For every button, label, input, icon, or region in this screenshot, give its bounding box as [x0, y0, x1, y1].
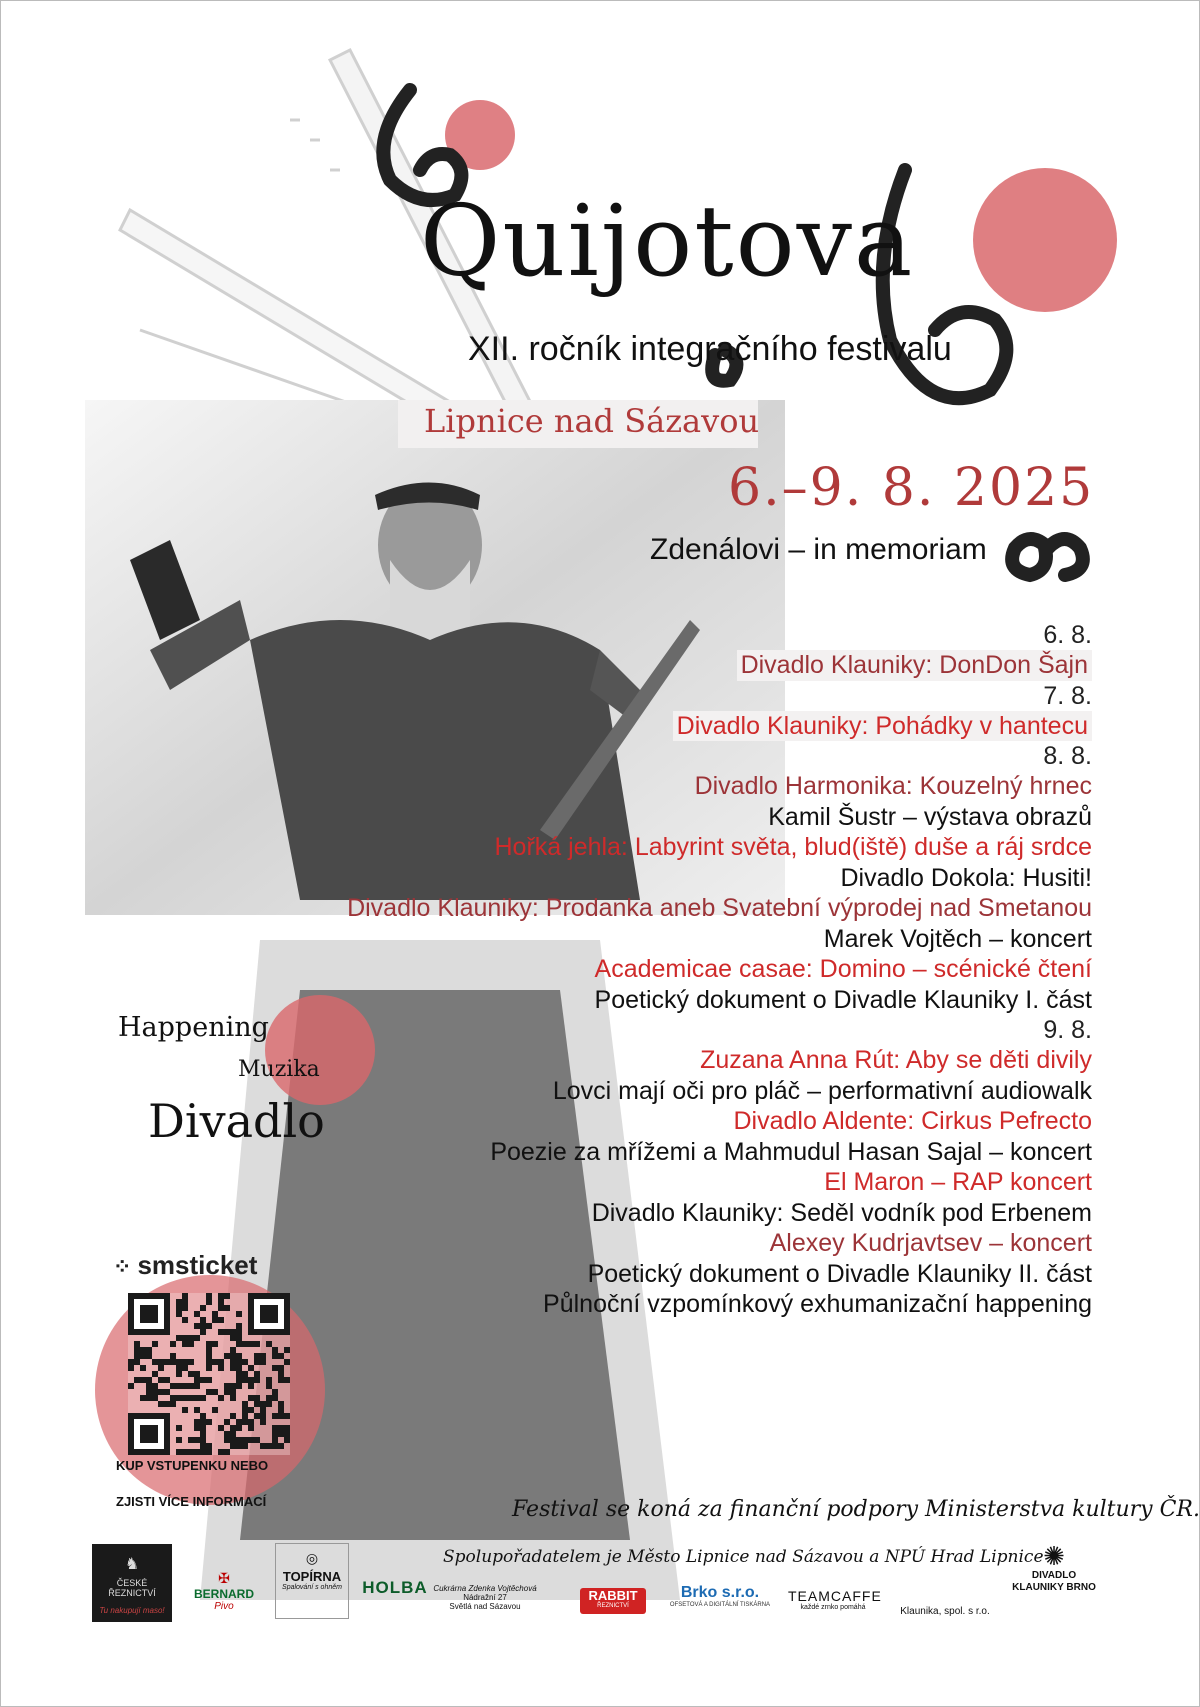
- day-date: 6. 8.: [1043, 621, 1092, 649]
- sponsor-logo-reznictvi: ♞ ČESKÉ ŘEZNICTVÍ Tu nakupují maso!: [92, 1544, 172, 1622]
- program-event: Zuzana Anna Rút: Aby se děti divily: [700, 1046, 1092, 1074]
- program-event: Marek Vojtěch – koncert: [823, 924, 1092, 953]
- memoriam-line: Zdenálovi – in memoriam: [650, 533, 987, 566]
- program-event: Divadlo Klauniky: Seděl vodník pod Erbenem: [591, 1198, 1092, 1227]
- day-date: 9. 8.: [1043, 1016, 1092, 1044]
- coorganizer-note: Spolupořadatelem je Město Lipnice nad Sázavou a NPÚ Hrad Lipnice: [443, 1547, 1044, 1567]
- sponsor-logos: [90, 1540, 1130, 1630]
- ticket-grid-icon: ⁘: [113, 1254, 132, 1279]
- sponsor-logo-teamcaffe: TEAMCAFFE každé zrnko pomáhá: [788, 1588, 882, 1611]
- genre-happening: Happening: [118, 1012, 269, 1043]
- ticket-qr-code[interactable]: [128, 1293, 290, 1455]
- program-event: Poetický dokument o Divadle Klauniky II. část: [587, 1259, 1092, 1288]
- program-schedule: [312, 620, 1092, 1320]
- sponsor-logo-bernard: ✠ BERNARD Pivo: [190, 1570, 258, 1612]
- day-date: 7. 8.: [1043, 681, 1092, 710]
- program-event: Divadlo Dokola: Husiti!: [840, 863, 1092, 892]
- sponsor-logo-klaunika: Klaunika, spol. s r.o.: [900, 1606, 990, 1617]
- sponsor-logo-holba: HOLBA: [362, 1578, 428, 1597]
- sponsor-logo-cukrarna: Cukrárna Zdenka Vojtěchová Nádražní 27 Světlá nad Sázavou: [433, 1584, 537, 1611]
- day-date: 8. 8.: [1043, 742, 1092, 770]
- sponsor-logo-brko: Brko s.r.o. OFSETOVÁ A DIGITÁLNÍ TISKÁRNA: [669, 1584, 771, 1608]
- program-event: Kamil Šustr – výstava obrazů: [768, 802, 1092, 831]
- festival-dates: 6.–9. 8. 2025: [728, 458, 1095, 518]
- program-event: Alexey Kudrjavtsev – koncert: [769, 1229, 1092, 1257]
- program-event: Poetický dokument o Divadle Klauniky I. část: [594, 985, 1092, 1014]
- program-event: Divadlo Klauniky: Pohádky v hantecu: [312, 711, 1092, 742]
- program-day-1: [312, 620, 1092, 681]
- program-event: El Maron – RAP koncert: [824, 1168, 1092, 1196]
- genre-muzika: Muzika: [238, 1057, 320, 1082]
- festival-subtitle: XII. ročník integračního festivalu: [468, 330, 952, 368]
- program-event: Academicae casae: Domino – scénické čtení: [594, 955, 1092, 983]
- program-event: Hořká jehla: Labyrint světa, blud(iště) duše a ráj srdce: [494, 833, 1092, 861]
- program-event: Poezie za mřížemi a Mahmudul Hasan Sajal – koncert: [490, 1137, 1092, 1166]
- topirna-icon: ◎: [305, 1550, 319, 1566]
- program-day-4: [312, 1015, 1092, 1320]
- buy-ticket-text: KUP VSTUPENKU NEBO: [116, 1458, 269, 1473]
- red-blob: [973, 168, 1117, 312]
- sponsor-logo-topirna: ◎ TOPÍRNA Spalování s ohněm: [275, 1543, 349, 1619]
- program-event: Divadlo Klauniky: Prodanka aneb Svatební výprodej nad Smetanou: [347, 894, 1092, 922]
- sponsor-logo-divadlo-klauniky: ✺ DIVADLO KLAUNIKY BRNO: [1010, 1542, 1098, 1594]
- smsticket-logo[interactable]: ⁘ smsticket: [113, 1250, 258, 1280]
- bernard-crest-icon: ✠: [218, 1570, 230, 1586]
- clown-figure-icon: ✺: [1043, 1541, 1065, 1571]
- reznictvi-icon: ♞: [124, 1556, 140, 1573]
- program-event: Divadlo Klauniky: DonDon Šajn: [312, 650, 1092, 681]
- program-event: Půlnoční vzpomínkový exhumanizační happening: [543, 1290, 1092, 1318]
- genre-divadlo: Divadlo: [148, 1094, 325, 1148]
- sponsor-logo-rabbit: RABBIT ŘEZNICTVÍ: [580, 1588, 646, 1614]
- funding-note: Festival se koná za finanční podpory Ministerstva kultury ČR.: [512, 1497, 1200, 1522]
- program-event: Divadlo Aldente: Cirkus Pefrecto: [733, 1107, 1092, 1135]
- program-day-2: [312, 681, 1092, 742]
- venue: Lipnice nad Sázavou: [424, 402, 760, 440]
- program-event: Lovci mají oči pro pláč – performativní audiowalk: [552, 1076, 1092, 1105]
- more-info-text: ZJISTI VÍCE INFORMACÍ: [116, 1494, 267, 1509]
- program-day-3: [312, 741, 1092, 1015]
- program-event: Divadlo Harmonika: Kouzelný hrnec: [694, 772, 1092, 800]
- festival-title: Quijotova: [420, 185, 915, 299]
